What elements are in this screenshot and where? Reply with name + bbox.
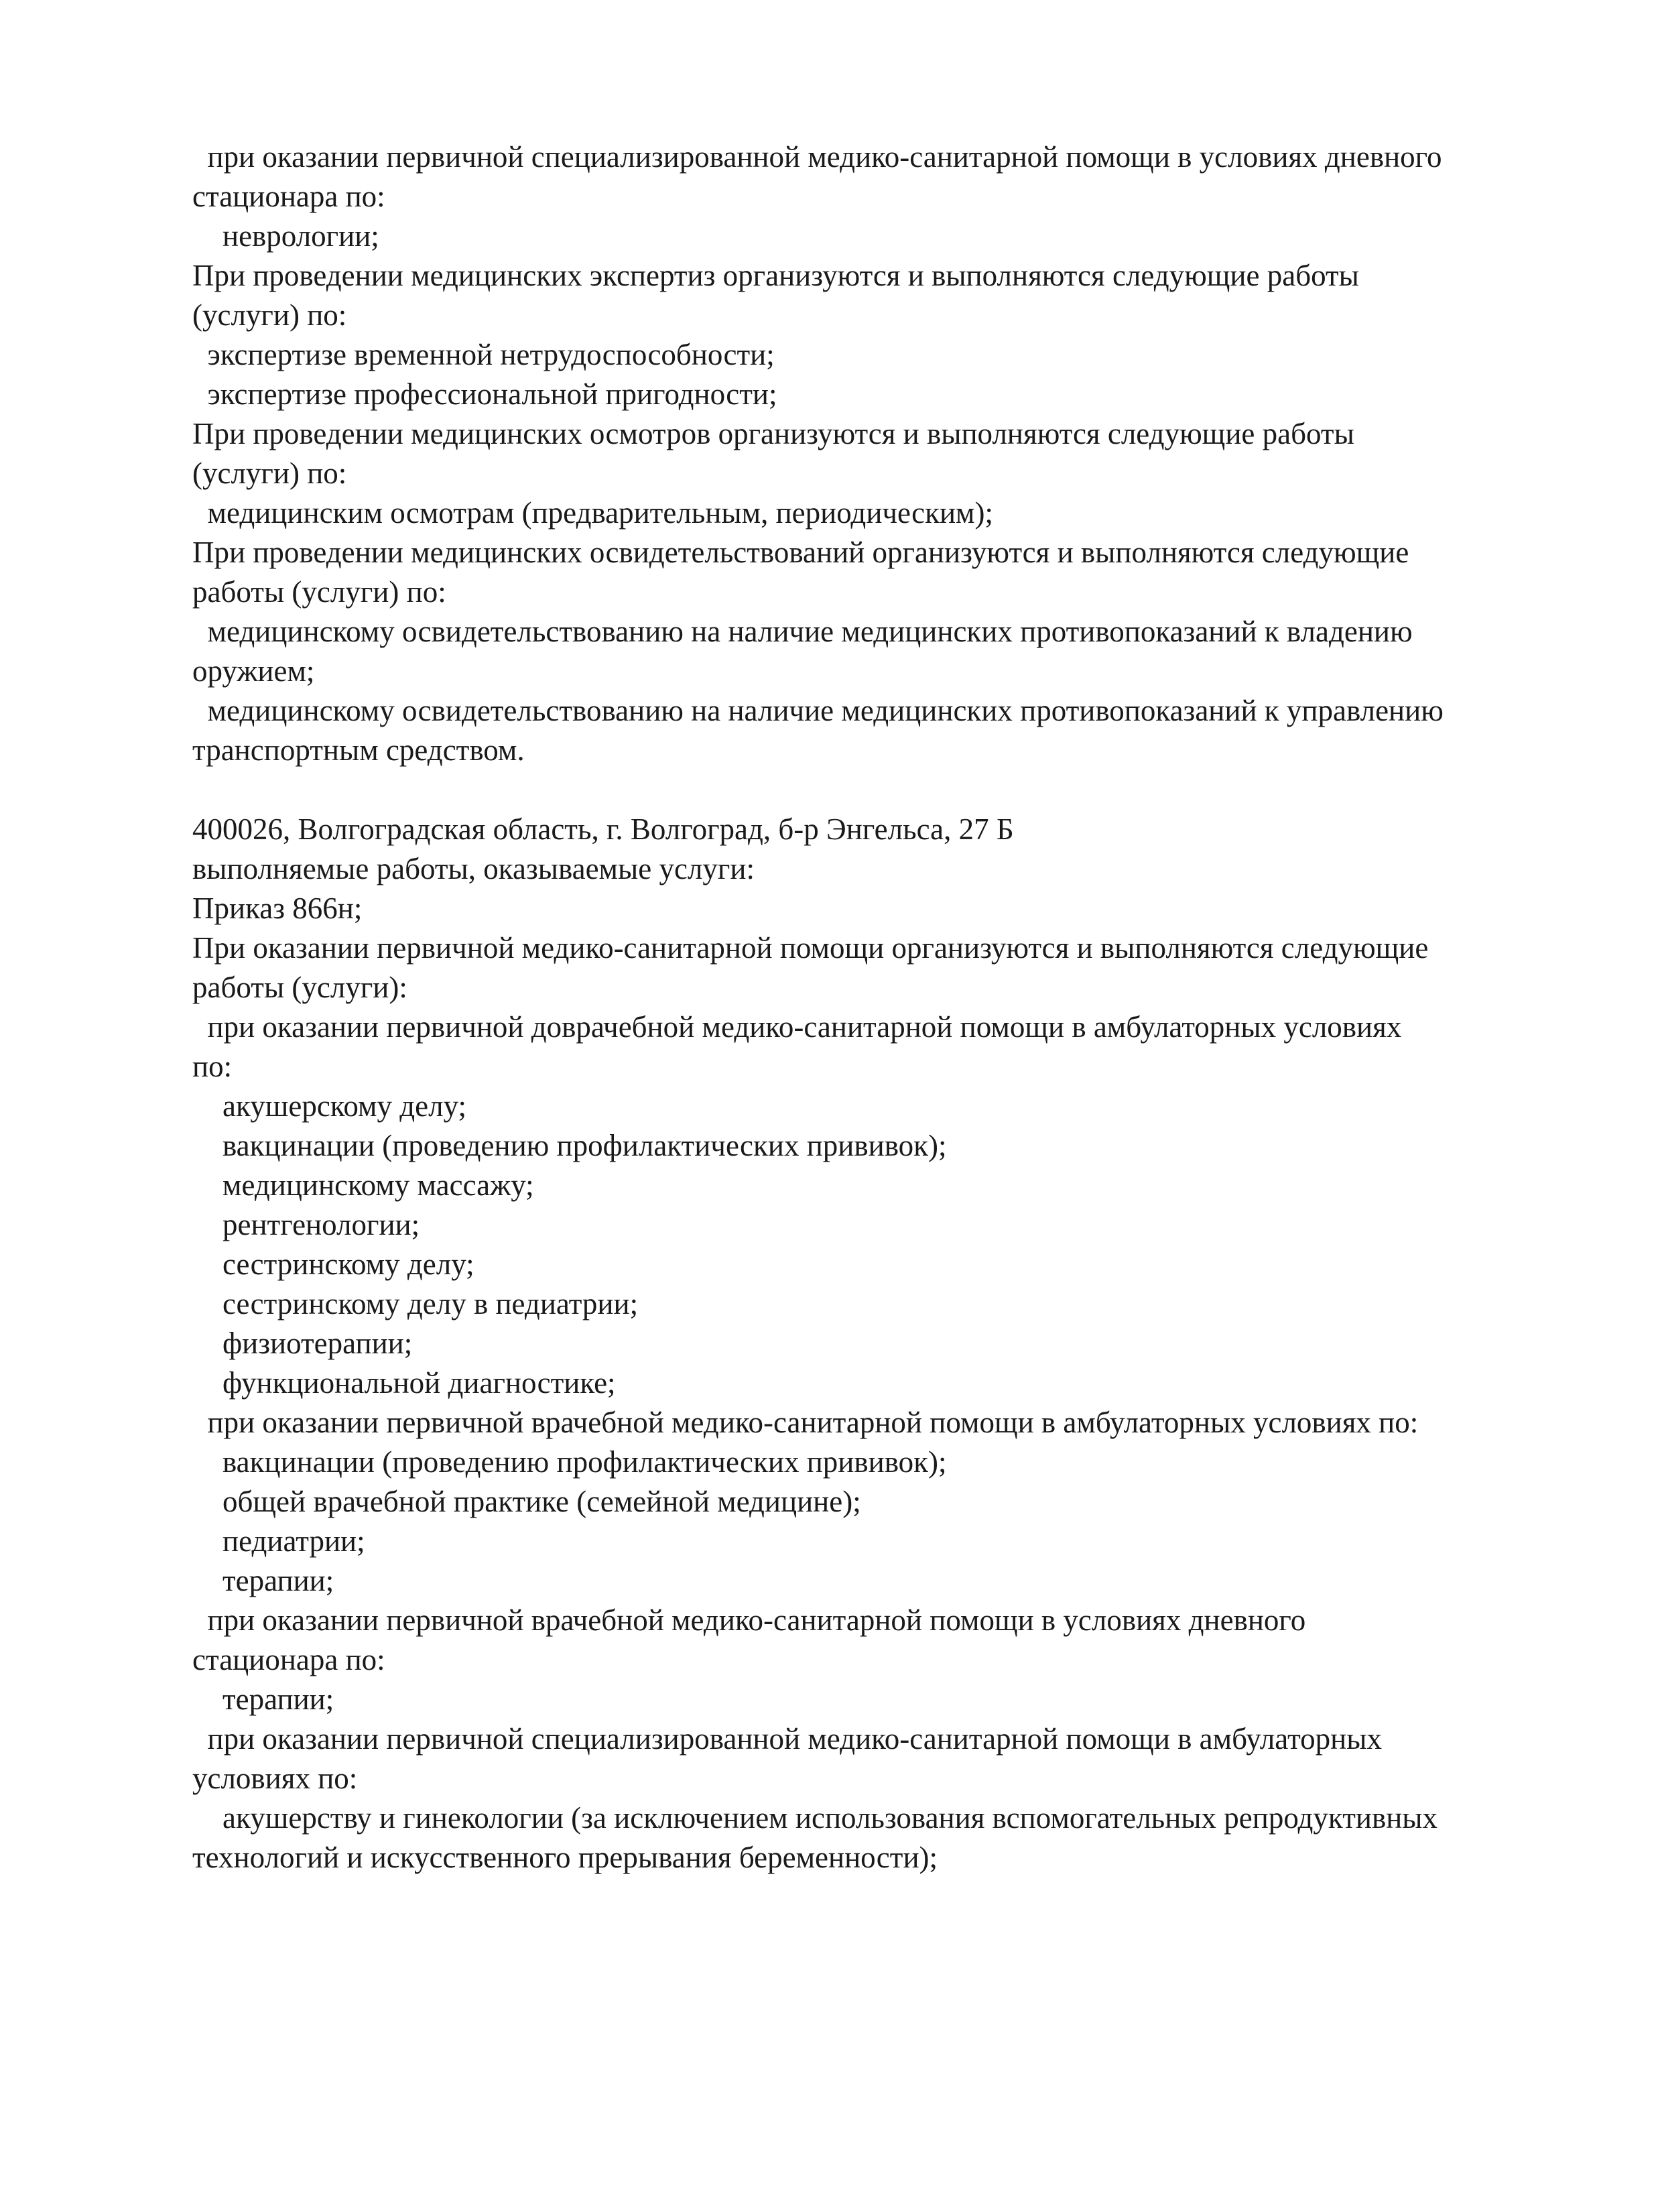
- text-line: (услуги) по:: [192, 298, 347, 332]
- text-line: стационара по:: [192, 180, 385, 213]
- text-line: при оказании первичной специализированной медико-санитарной помощи в амбулаторных: [192, 1722, 1382, 1756]
- text-line: неврологии;: [192, 219, 379, 253]
- paragraph-gap: [192, 770, 1566, 810]
- text-line: медицинскому массажу;: [192, 1168, 534, 1202]
- text-line: при оказании первичной доврачебной медико-санитарной помощи в амбулаторных условиях: [192, 1010, 1402, 1044]
- text-line: терапии;: [192, 1564, 334, 1597]
- text-line: Приказ 866н;: [192, 892, 363, 925]
- text-line: технологий и искусственного прерывания беременности);: [192, 1841, 938, 1874]
- text-line: выполняемые работы, оказываемые услуги:: [192, 852, 755, 885]
- text-line: сестринскому делу в педиатрии;: [192, 1287, 639, 1320]
- text-line: педиатрии;: [192, 1524, 365, 1558]
- text-line: экспертизе временной нетрудоспособности;: [192, 338, 775, 371]
- text-line: акушерству и гинекологии (за исключением использования вспомогательных репродуктивных: [192, 1801, 1438, 1835]
- document-body: [192, 137, 1566, 1878]
- text-line: вакцинации (проведению профилактических прививок);: [192, 1129, 947, 1162]
- text-line: при оказании первичной врачебной медико-санитарной помощи в амбулаторных условиях по:: [192, 1406, 1419, 1439]
- text-line: при оказании первичной специализированной медико-санитарной помощи в условиях дневного: [192, 140, 1442, 174]
- text-line: сестринскому делу;: [192, 1247, 474, 1281]
- text-line: При проведении медицинских экспертиз организуются и выполняются следующие работы: [192, 259, 1359, 292]
- text-line: рентгенологии;: [192, 1208, 420, 1241]
- text-line: общей врачебной практике (семейной медицине);: [192, 1485, 861, 1518]
- text-line: (услуги) по:: [192, 456, 347, 490]
- text-line: терапии;: [192, 1682, 334, 1716]
- address-line: 400026, Волгоградская область, г. Волгоград, б-р Энгельса, 27 Б: [192, 812, 1014, 846]
- text-line: транспортным средством.: [192, 733, 525, 767]
- text-line: условиях по:: [192, 1762, 358, 1795]
- text-line: по:: [192, 1050, 233, 1083]
- text-line: экспертизе профессиональной пригодности;: [192, 377, 777, 411]
- text-line: медицинским осмотрам (предварительным, периодическим);: [192, 496, 994, 530]
- text-line: работы (услуги):: [192, 971, 407, 1004]
- text-line: работы (услуги) по:: [192, 575, 446, 609]
- text-line: стационара по:: [192, 1643, 385, 1676]
- text-line: физиотерапии;: [192, 1327, 413, 1360]
- text-line: медицинскому освидетельствованию на наличие медицинских противопоказаний к владению: [192, 615, 1413, 648]
- text-line: При оказании первичной медико-санитарной помощи организуются и выполняются следующие: [192, 931, 1429, 965]
- text-line: акушерскому делу;: [192, 1089, 466, 1123]
- text-line: При проведении медицинских освидетельствований организуются и выполняются следующие: [192, 536, 1409, 569]
- text-line: вакцинации (проведению профилактических прививок);: [192, 1445, 947, 1479]
- text-line: медицинскому освидетельствованию на наличие медицинских противопоказаний к управлению: [192, 694, 1444, 727]
- text-line: при оказании первичной врачебной медико-санитарной помощи в условиях дневного: [192, 1603, 1306, 1637]
- text-line: При проведении медицинских осмотров организуются и выполняются следующие работы: [192, 417, 1354, 450]
- text-line: оружием;: [192, 654, 315, 688]
- text-line: функциональной диагностике;: [192, 1366, 616, 1400]
